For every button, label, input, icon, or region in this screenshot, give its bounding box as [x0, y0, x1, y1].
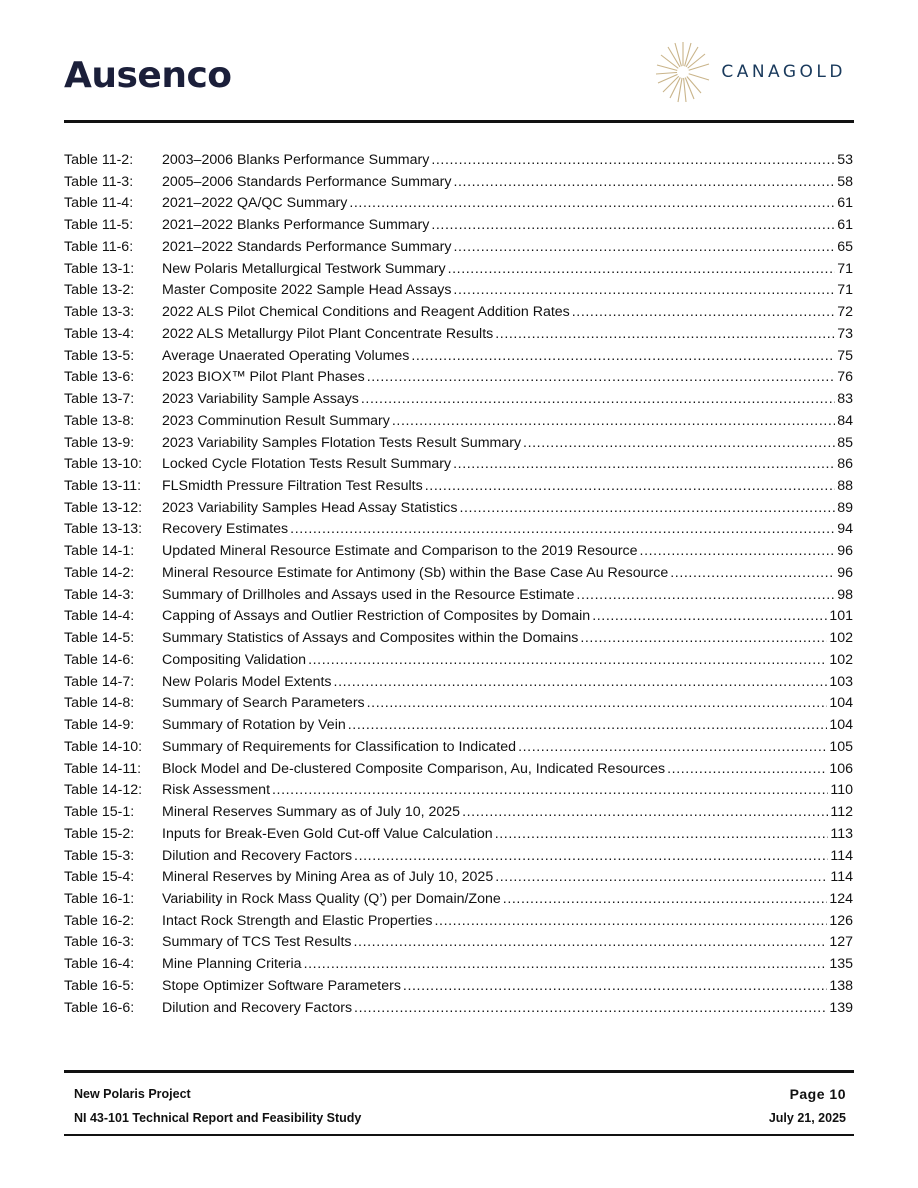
toc-entry-number: Table 11-6: [64, 238, 134, 255]
dot-leader [518, 737, 827, 759]
dot-leader [411, 346, 835, 368]
toc-entry-title: New Polaris Model Extents [162, 673, 332, 690]
toc-entry-title: Compositing Validation [162, 651, 307, 668]
ausenco-logo [64, 56, 232, 96]
toc-entry-title: 2003–2006 Blanks Performance Summary [162, 152, 430, 168]
footer-project-name: New Polaris Project [74, 1087, 191, 1101]
toc-entry-title: 2022 ALS Metallurgy Pilot Plant Concentrate Results [162, 325, 494, 342]
toc-entry-title: Block Model and De-clustered Composite Comparison, Au, Indicated Resources [162, 760, 666, 777]
toc-entry-number: Table 13-4: [64, 325, 135, 342]
dot-leader [392, 411, 835, 433]
toc-entry[interactable] [64, 954, 853, 976]
toc-entry-title: 2023 Variability Sample Assays [162, 391, 359, 408]
toc-entry[interactable] [64, 324, 853, 346]
toc-entry[interactable] [64, 541, 853, 563]
toc-entry-page: 96 [837, 564, 853, 581]
dot-leader [576, 585, 835, 607]
toc-entry-page: 89 [837, 499, 853, 516]
toc-entry-title: New Polaris Metallurgical Testwork Summary [162, 260, 446, 277]
toc-entry-title: Summary of Drillholes and Assays used in the Resource Estimate [162, 586, 575, 603]
ausenco-logo-text: Ausenco [64, 55, 232, 96]
toc-entry-title: Summary of Search Parameters [162, 695, 365, 712]
toc-entry-page: 112 [830, 804, 853, 821]
dot-leader [361, 389, 835, 411]
toc-entry-page: 102 [829, 630, 853, 647]
toc-entry-number: Table 11-2: [64, 152, 134, 168]
dot-leader [304, 954, 828, 976]
dot-leader [367, 367, 836, 389]
toc-entry-title: Master Composite 2022 Sample Head Assays [162, 282, 452, 299]
toc-entry[interactable] [64, 998, 853, 1020]
canagold-logo [655, 40, 846, 104]
toc-entry-number: Table 14-10: [64, 738, 143, 755]
toc-entry-title: Summary of Rotation by Vein [162, 717, 346, 734]
toc-entry-page: 96 [837, 543, 853, 560]
toc-entry[interactable] [64, 498, 853, 520]
toc-entry[interactable] [64, 411, 853, 433]
footer-page-number: Page 10 [789, 1086, 846, 1102]
toc-entry[interactable] [64, 215, 853, 237]
toc-entry-number: Table 14-7: [64, 673, 135, 690]
toc-entry-page: 105 [829, 738, 853, 755]
dot-leader [431, 150, 835, 172]
toc-entry-number: Table 13-2: [64, 282, 135, 299]
toc-entry-number: Table 11-5: [64, 217, 134, 234]
toc-entry-title: Mineral Resource Estimate for Antimony (Sb) within the Base Case Au Resource [162, 564, 669, 581]
toc-entry-title: Stope Optimizer Software Parameters [162, 977, 401, 994]
toc-entry-page: 127 [829, 934, 853, 951]
toc-entry-page: 110 [830, 782, 853, 799]
toc-entry-number: Table 15-1: [64, 804, 135, 821]
dot-leader [348, 715, 828, 737]
toc-entry[interactable] [64, 911, 853, 933]
dot-leader [354, 932, 828, 954]
toc-entry[interactable] [64, 259, 853, 281]
toc-entry-page: 103 [829, 673, 853, 690]
toc-entry-title: 2021–2022 QA/QC Summary [162, 195, 348, 212]
toc-entry-number: Table 13-7: [64, 391, 135, 408]
toc-entry-page: 84 [837, 412, 853, 429]
toc-entry[interactable] [64, 802, 853, 824]
dot-leader [434, 911, 827, 933]
toc-entry-number: Table 13-5: [64, 347, 135, 364]
toc-entry-page: 88 [837, 478, 853, 495]
toc-entry[interactable] [64, 367, 853, 389]
toc-entry-page: 65 [837, 238, 853, 255]
toc-entry-page: 98 [837, 586, 853, 603]
toc-entry-title: 2005–2006 Standards Performance Summary [162, 173, 452, 190]
dot-leader [453, 237, 835, 259]
dot-leader [453, 454, 835, 476]
toc-entry-number: Table 13-13: [64, 521, 143, 538]
dot-leader [354, 998, 827, 1020]
toc-entry[interactable] [64, 693, 853, 715]
toc-entry-number: Table 13-11: [64, 478, 142, 495]
toc-entry-title: Capping of Assays and Outlier Restriction of Composites by Domain [162, 608, 591, 625]
toc-entry-title: Mineral Reserves by Mining Area as of July 10, 2025 [162, 869, 494, 886]
dot-leader [580, 628, 827, 650]
toc-entry-number: Table 14-4: [64, 608, 135, 625]
toc-entry-title: Summary of Requirements for Classification to Indicated [162, 738, 517, 755]
toc-entry-number: Table 13-12: [64, 499, 143, 516]
dot-leader [354, 846, 828, 868]
toc-entry-title: Average Unaerated Operating Volumes [162, 347, 410, 364]
dot-leader [403, 976, 827, 998]
dot-leader [462, 802, 828, 824]
toc-entry-page: 102 [829, 651, 853, 668]
dot-leader [367, 693, 828, 715]
dot-leader [448, 259, 836, 281]
dot-leader [431, 215, 835, 237]
toc-entry[interactable] [64, 650, 853, 672]
canagold-logo-text: CANAGOLD [721, 62, 846, 82]
toc-entry-title: Mineral Reserves Summary as of July 10, 2025 [162, 804, 461, 821]
toc-entry-page: 135 [829, 956, 853, 973]
toc-entry-number: Table 16-6: [64, 999, 135, 1016]
toc-entry-number: Table 16-2: [64, 912, 135, 929]
toc-entry[interactable] [64, 932, 853, 954]
toc-entry-title: Variability in Rock Mass Quality (Q’) per Domain/Zone [162, 890, 501, 907]
toc-entry[interactable] [64, 606, 853, 628]
toc-entry-title: Inputs for Break-Even Gold Cut-off Value Calculation [162, 825, 493, 842]
toc-entry-number: Table 11-4: [64, 195, 134, 212]
toc-entry-page: 138 [829, 977, 853, 994]
toc-entry-page: 85 [837, 434, 853, 451]
toc-entry-number: Table 13-10: [64, 456, 143, 473]
dot-leader [495, 867, 828, 889]
dot-leader [495, 824, 829, 846]
page-header [64, 40, 854, 118]
toc-entry[interactable] [64, 476, 853, 498]
toc-entry-number: Table 14-2: [64, 564, 135, 581]
toc-entry-page: 53 [837, 152, 853, 168]
toc-entry[interactable] [64, 237, 853, 259]
toc-entry[interactable] [64, 780, 853, 802]
toc-entry-title: FLSmidth Pressure Filtration Test Results [162, 478, 423, 495]
toc-entry[interactable] [64, 433, 853, 455]
toc-entry-page: 124 [829, 890, 853, 907]
toc-entry-page: 58 [837, 173, 853, 190]
dot-leader [503, 889, 828, 911]
dot-leader [523, 433, 835, 455]
dot-leader [670, 563, 835, 585]
sunburst-icon [655, 40, 711, 104]
toc-entry-title: Updated Mineral Resource Estimate and Comparison to the 2019 Resource [162, 543, 638, 560]
toc-entry-number: Table 16-3: [64, 934, 135, 951]
toc-entry[interactable] [64, 585, 853, 607]
toc-entry[interactable] [64, 193, 853, 215]
toc-entry-page: 94 [837, 521, 853, 538]
header-divider [64, 120, 854, 123]
toc-entry[interactable] [64, 563, 853, 585]
toc-entry-number: Table 11-3: [64, 173, 134, 190]
toc-entry-number: Table 13-9: [64, 434, 135, 451]
toc-entry-number: Table 14-11: [64, 760, 142, 777]
toc-entry-title: Recovery Estimates [162, 521, 289, 538]
toc-entry-page: 76 [837, 369, 853, 386]
dot-leader [425, 476, 835, 498]
toc-entry-title: 2023 Comminution Result Summary [162, 412, 390, 429]
toc-entry-number: Table 15-2: [64, 825, 135, 842]
toc-entry-title: 2023 BIOX™ Pilot Plant Phases [162, 369, 365, 386]
toc-entry-title: Locked Cycle Flotation Tests Result Summary [162, 456, 452, 473]
toc-entry-number: Table 14-3: [64, 586, 135, 603]
toc-entry-page: 71 [837, 282, 853, 299]
toc-entry-title: Risk Assessment [162, 782, 271, 799]
dot-leader [592, 606, 827, 628]
toc-entry-page: 104 [829, 717, 853, 734]
dot-leader [290, 519, 835, 541]
toc-entry-page: 72 [837, 304, 853, 321]
toc-entry-number: Table 13-6: [64, 369, 135, 386]
toc-entry[interactable] [64, 737, 853, 759]
dot-leader [453, 172, 835, 194]
toc-entry[interactable] [64, 759, 853, 781]
toc-entry-title: 2023 Variability Samples Head Assay Statistics [162, 499, 458, 516]
dot-leader [308, 650, 827, 672]
toc-entry-number: Table 16-1: [64, 890, 135, 907]
toc-entry-title: 2023 Variability Samples Flotation Tests Result Summary [162, 434, 522, 451]
dot-leader [334, 672, 828, 694]
toc-entry-title: Dilution and Recovery Factors [162, 847, 353, 864]
toc-entry[interactable] [64, 519, 853, 541]
toc-entry-page: 126 [829, 912, 853, 929]
toc-entry[interactable] [64, 172, 853, 194]
toc-entry-title: Summary Statistics of Assays and Composites within the Domains [162, 630, 579, 647]
toc-entry-page: 71 [837, 260, 853, 277]
toc-entry[interactable] [64, 846, 853, 868]
toc-entry[interactable] [64, 672, 853, 694]
toc-entry-number: Table 13-8: [64, 412, 135, 429]
footer-report-title: NI 43-101 Technical Report and Feasibility Study [74, 1111, 362, 1125]
toc-entry-title: 2022 ALS Pilot Chemical Conditions and Reagent Addition Rates [162, 304, 570, 321]
toc-entry-page: 75 [837, 347, 853, 364]
toc-entry-page: 61 [837, 217, 853, 234]
toc-entry-page: 73 [837, 325, 853, 342]
toc-entry[interactable] [64, 302, 853, 324]
toc-entry-number: Table 14-12: [64, 782, 143, 799]
toc-entry-title: Dilution and Recovery Factors [162, 999, 353, 1016]
toc-entry-page: 101 [829, 608, 853, 625]
dot-leader [572, 302, 835, 324]
toc-entry-title: Summary of TCS Test Results [162, 934, 352, 951]
toc-entry-number: Table 14-1: [64, 543, 135, 560]
toc-entry-number: Table 16-4: [64, 956, 135, 973]
toc-entry-number: Table 15-3: [64, 847, 135, 864]
toc-entry[interactable] [64, 280, 853, 302]
toc-entry-page: 104 [829, 695, 853, 712]
toc-entry[interactable] [64, 867, 853, 889]
toc-entry[interactable] [64, 346, 853, 368]
dot-leader [495, 324, 835, 346]
toc-entry-number: Table 14-9: [64, 717, 135, 734]
toc-entry-number: Table 16-5: [64, 977, 135, 994]
list-of-tables [64, 150, 853, 1019]
toc-entry-page: 139 [829, 999, 853, 1016]
toc-entry-page: 86 [837, 456, 853, 473]
toc-entry[interactable] [64, 824, 853, 846]
toc-entry-number: Table 13-3: [64, 304, 135, 321]
dot-leader [459, 498, 835, 520]
toc-entry-page: 83 [837, 391, 853, 408]
dot-leader [349, 193, 835, 215]
dot-leader [667, 759, 827, 781]
page-footer [74, 1082, 846, 1130]
footer-divider-bottom [64, 1134, 854, 1136]
toc-entry-page: 61 [837, 195, 853, 212]
dot-leader [272, 780, 828, 802]
toc-entry-number: Table 14-5: [64, 630, 135, 647]
toc-entry[interactable] [64, 715, 853, 737]
toc-entry-page: 113 [830, 825, 853, 842]
toc-entry[interactable] [64, 454, 853, 476]
dot-leader [640, 541, 836, 563]
toc-entry-number: Table 13-1: [64, 260, 135, 277]
dot-leader [453, 280, 835, 302]
toc-entry-title: 2021–2022 Blanks Performance Summary [162, 217, 430, 234]
toc-entry-page: 106 [829, 760, 853, 777]
toc-entry-page: 114 [830, 847, 853, 864]
toc-entry-number: Table 14-8: [64, 695, 135, 712]
toc-entry-title: Intact Rock Strength and Elastic Properties [162, 912, 433, 929]
toc-entry[interactable] [64, 150, 853, 172]
toc-entry[interactable] [64, 628, 853, 650]
toc-entry-number: Table 14-6: [64, 651, 135, 668]
footer-divider-top [64, 1070, 854, 1073]
toc-entry[interactable] [64, 889, 853, 911]
toc-entry[interactable] [64, 976, 853, 998]
toc-entry-page: 114 [830, 869, 853, 886]
toc-entry[interactable] [64, 389, 853, 411]
toc-entry-title: Mine Planning Criteria [162, 956, 302, 973]
footer-date: July 21, 2025 [768, 1111, 846, 1125]
toc-entry-title: 2021–2022 Standards Performance Summary [162, 238, 452, 255]
toc-entry-number: Table 15-4: [64, 869, 135, 886]
